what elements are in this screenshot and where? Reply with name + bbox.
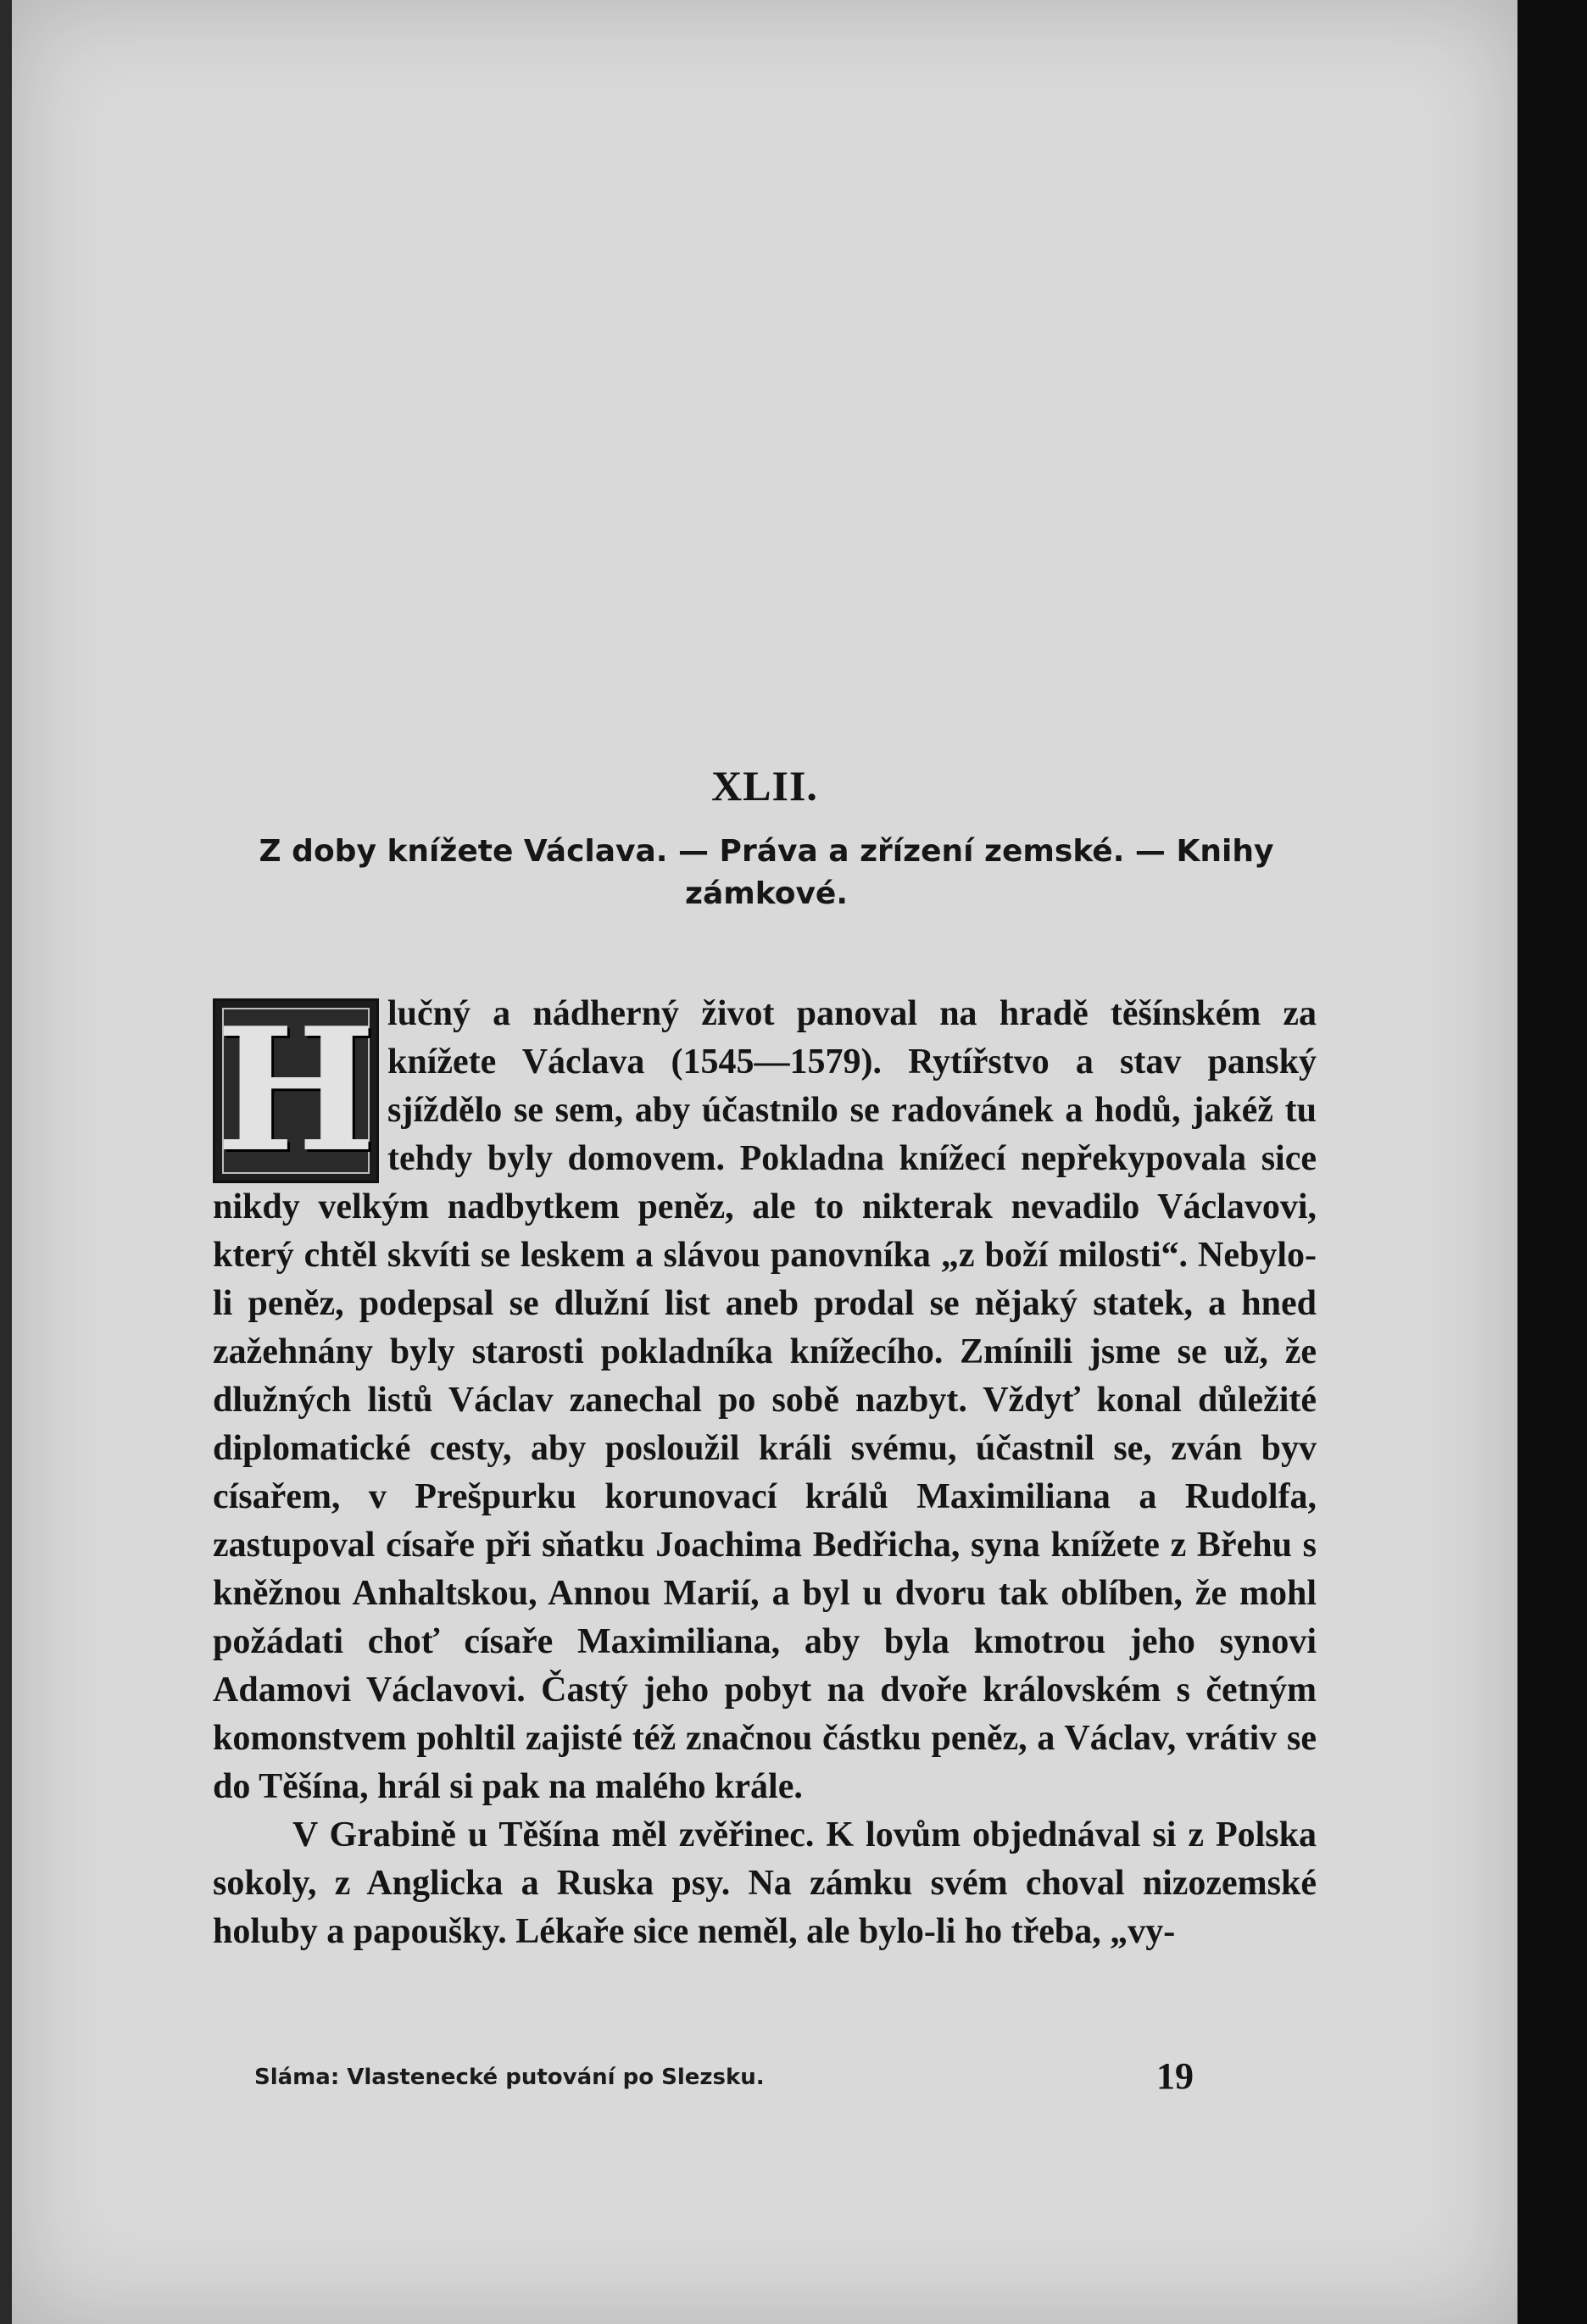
body-text (213, 990, 1317, 1956)
chapter-number: XLII. (711, 762, 818, 809)
paragraph: lučný a nádherný život panoval na hradě těšínském za knížete Václava (1545—1579). Rytířstvo a stav panský sjíždělo se sem, aby účastnilo se radovánek a hodů, jakéž tu tehdy byly domovem. Pokladna knížecí nepřekypovala sice nikdy velkým nadbytkem peněz, ale to nikterak nevadilo Václavovi, který chtěl skvíti se leskem a slávou panovníka „z boží milosti“. Nebylo-li peněz, podepsal se dlužní list aneb prodal se nějaký statek, a hned zažehnány byly starosti pokladníka knížecího. Zmínili jsme se už, že dlužných listů Václav zanechal po sobě nazbyt. Vždyť konal důležité diplomatické cesty, aby posloužil králi svému, účastnil se, zván byv císařem, v Prešpurku korunovací králů Maximiliana a Rudolfa, zastupoval císaře při sňatku Joachima Bedřicha, syna knížete z Břehu s kněžnou Anhaltskou, Annou Marií, a byl u dvoru tak oblíben, že mohl požádati choť císaře Maximiliana, aby byla kmotrou jeho synovi Adamovi Václavovi. Častý jeho pobyt na dvoře královském s četným komonstvem pohltil zajisté též značnou částku peněz, a Václav, vrátiv se do Těšína, hrál si pak na malého krále. (213, 994, 1317, 1806)
book-page (12, 0, 1517, 2324)
scan-left-edge (0, 0, 12, 2324)
ornamental-initial (213, 991, 379, 1190)
footer-author: Sláma: Vlastenecké putování po Slezsku. (254, 2065, 765, 2090)
paragraph: V Grabině u Těšína měl zvěřinec. K lovům objednával si z Polska sokoly, z Anglicka a Ruska psy. Na zámku svém choval nizozemské holuby a papoušky. Lékaře sice neměl, ale bylo-li ho třeba, „vy- (213, 1815, 1317, 1951)
page-number: 19 (1156, 2055, 1194, 2097)
drop-cap-letter: H (215, 991, 376, 1190)
scan-right-border (1517, 0, 1587, 2324)
chapter-title: Z doby knížete Václava. — Práva a zřízení zemské. — Knihy zámkové. (259, 834, 1274, 911)
